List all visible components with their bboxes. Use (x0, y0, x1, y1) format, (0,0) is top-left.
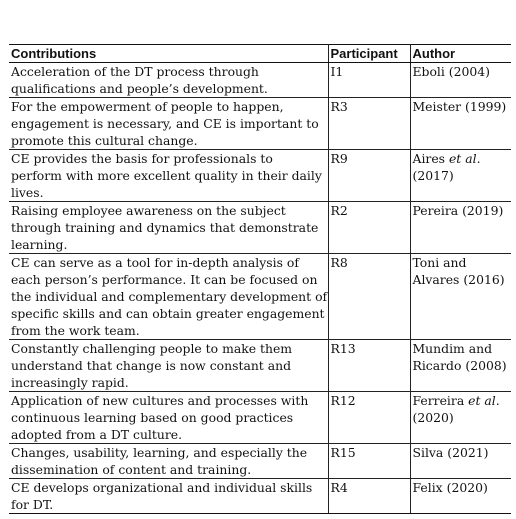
participant-cell: R12 (328, 392, 410, 444)
author-text: Eboli (2004) (412, 64, 491, 79)
participant-cell: R4 (328, 479, 410, 514)
contribution-cell: CE provides the basis for professionals to perform with more excellent quality in their daily lives. (9, 150, 328, 202)
contributions-table (9, 44, 511, 514)
table-row (9, 254, 511, 340)
table-row (9, 392, 511, 444)
table-row (9, 444, 511, 479)
header-participant: Participant (328, 45, 410, 63)
participant-cell: R15 (328, 444, 410, 479)
table-row (9, 340, 511, 392)
contribution-cell: For the empowerment of people to happen, engagement is necessary, and CE is important to promote this cultural change. (9, 98, 328, 150)
table-row (9, 98, 511, 150)
author-text: Aires (412, 151, 449, 166)
author-cell (410, 444, 511, 479)
author-cell (410, 202, 511, 254)
header-row (9, 45, 511, 63)
participant-cell: I1 (328, 63, 410, 98)
contribution-cell: Constantly challenging people to make them understand that change is now constant and increasingly rapid. (9, 340, 328, 392)
contributions-table-container (9, 44, 511, 514)
author-et-al: et al. (448, 151, 481, 166)
author-year: (2020) (412, 410, 454, 425)
table-row (9, 150, 511, 202)
table-row (9, 202, 511, 254)
contribution-cell: Acceleration of the DT process through qualifications and people’s development. (9, 63, 328, 98)
header-contributions: Contributions (9, 45, 328, 63)
author-text: Toni and Alvares (2016) (412, 255, 505, 287)
participant-cell: R2 (328, 202, 410, 254)
author-cell (410, 392, 511, 444)
author-cell (410, 254, 511, 340)
author-et-al: et al. (468, 393, 500, 408)
participant-cell: R9 (328, 150, 410, 202)
author-text: Ferreira (412, 393, 469, 408)
author-cell (410, 63, 511, 98)
contribution-cell: CE develops organizational and individual skills for DT. (9, 479, 328, 514)
author-text: Felix (2020) (412, 480, 488, 495)
table-header (9, 45, 511, 63)
contribution-cell: Application of new cultures and processes with continuous learning based on good practices adopted from a DT culture. (9, 392, 328, 444)
author-cell (410, 340, 511, 392)
participant-cell: R8 (328, 254, 410, 340)
participant-cell: R3 (328, 98, 410, 150)
table-row (9, 63, 511, 98)
author-text: Mundim and Ricardo (2008) (412, 341, 507, 373)
author-year: (2017) (412, 168, 454, 183)
contribution-cell: Changes, usability, learning, and especially the dissemination of content and training. (9, 444, 328, 479)
author-cell (410, 479, 511, 514)
contribution-cell: CE can serve as a tool for in-depth analysis of each person’s performance. It can be focused on the individual and complementary development of specific skills and can obtain greater engagement from the work team. (11, 255, 328, 338)
participant-cell: R13 (328, 340, 410, 392)
contribution-cell: Raising employee awareness on the subject through training and dynamics that demonstrate learning. (9, 202, 328, 254)
author-text: Meister (1999) (412, 99, 507, 114)
author-text: Silva (2021) (412, 445, 489, 460)
author-cell (410, 150, 511, 202)
table-row (9, 479, 511, 514)
author-cell (410, 98, 511, 150)
author-text: Pereira (2019) (412, 203, 504, 218)
header-author: Author (410, 45, 511, 63)
table-body (9, 63, 511, 514)
